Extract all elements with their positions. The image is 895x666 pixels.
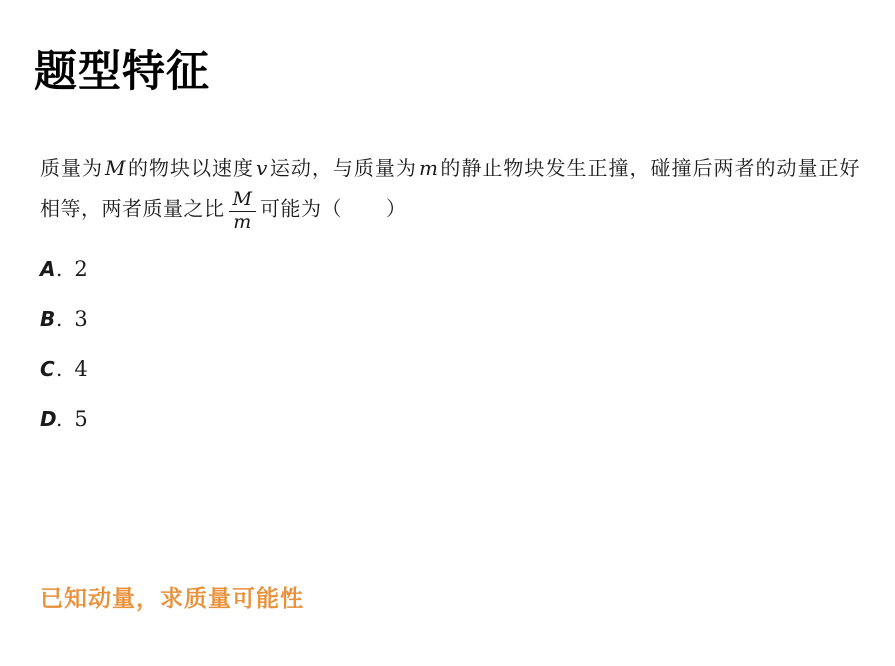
- choice-letter: A: [40, 256, 56, 281]
- choice-value: 4: [74, 356, 88, 381]
- choice-dot: .: [56, 306, 63, 331]
- stem-text-part3: 运动，与质量为: [269, 156, 417, 180]
- stem-text-part2: 的物块以速度: [127, 156, 255, 180]
- choice-letter: D: [40, 406, 57, 431]
- stem-text-part5: 可能为（: [259, 196, 342, 221]
- fraction-numerator: M: [232, 188, 252, 210]
- question-body: [40, 148, 860, 457]
- choice-option-d[interactable]: [40, 407, 860, 457]
- fraction-denominator: m: [233, 210, 252, 233]
- symbol-lowercase-m: m: [418, 156, 438, 180]
- symbol-v: v: [256, 156, 268, 180]
- symbol-capital-m: M: [105, 156, 126, 180]
- choice-dot: .: [56, 256, 63, 281]
- choice-option-c[interactable]: [40, 357, 860, 407]
- choice-value: 3: [74, 306, 88, 331]
- stem-text-part1: 质量为: [40, 156, 104, 180]
- choice-option-a[interactable]: [40, 257, 860, 307]
- choice-dot: .: [56, 406, 63, 431]
- choice-letter: C: [40, 356, 55, 381]
- footnote-hint: 已知动量，求质量可能性: [40, 586, 304, 612]
- choice-letter: B: [40, 306, 56, 331]
- mass-ratio-fraction: [229, 190, 256, 233]
- choice-list: [40, 257, 860, 457]
- question-stem: [40, 148, 860, 231]
- stem-text-part4: 的静止物块发生正撞，碰撞后两者的动量正好相等，两者质量之比: [40, 156, 861, 221]
- page-title: 题型特征: [34, 47, 210, 97]
- choice-dot: .: [56, 356, 63, 381]
- stem-text-part6: ）: [385, 196, 407, 221]
- choice-option-b[interactable]: [40, 307, 860, 357]
- choice-value: 5: [74, 406, 88, 431]
- choice-value: 2: [74, 256, 88, 281]
